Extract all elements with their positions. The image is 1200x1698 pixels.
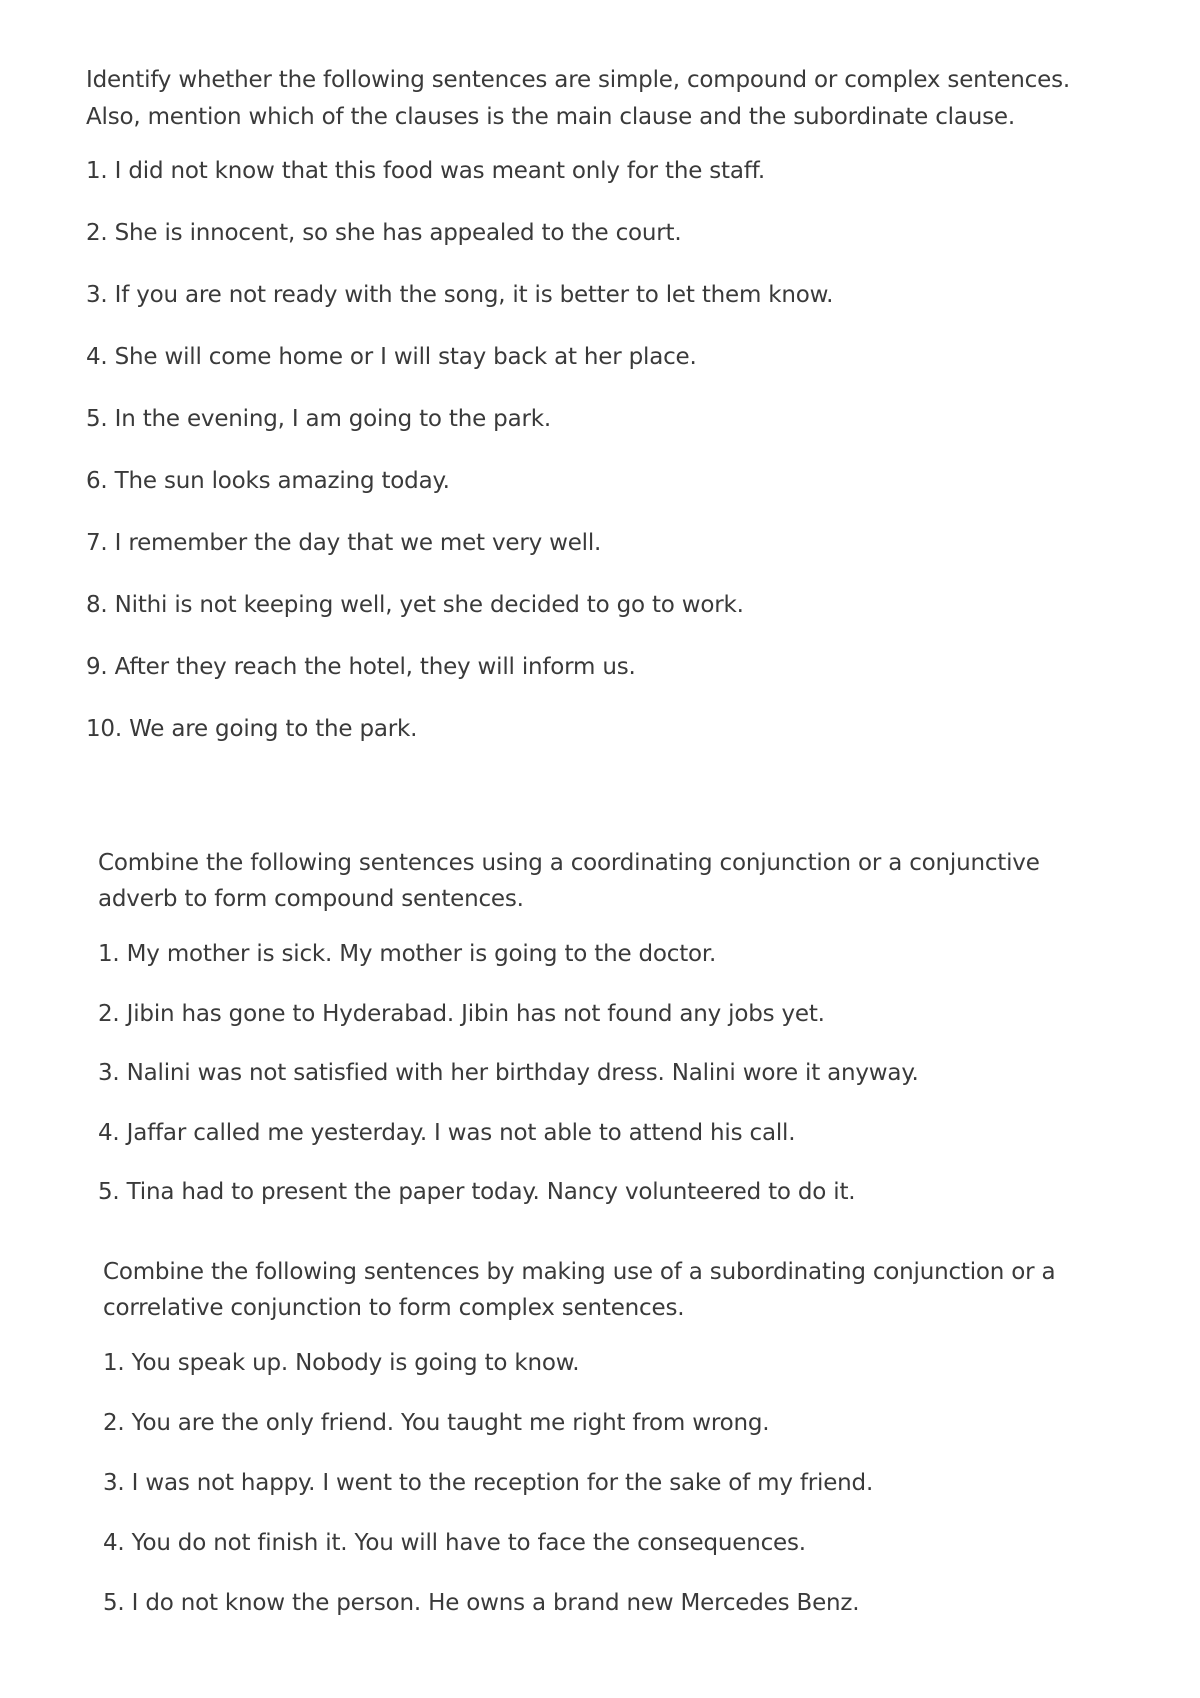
section-instruction: Identify whether the following sentences are simple, compound or complex sentences. Also, mention which of the clauses is the main clause and the subordinate clause. [86, 67, 1070, 130]
question-item: 9. After they reach the hotel, they will inform us. [86, 654, 636, 680]
question-item: 5. I do not know the person. He owns a brand new Mercedes Benz. [103, 1590, 860, 1616]
section-instruction: Combine the following sentences using a coordinating conjunction or a conjunctive adverb to form compound sentences. [98, 850, 1040, 912]
question-item: 7. I remember the day that we met very well. [86, 530, 602, 556]
question-item: 3. Nalini was not satisfied with her birthday dress. Nalini wore it anyway. [98, 1060, 919, 1086]
question-item: 4. Jaffar called me yesterday. I was not able to attend his call. [98, 1119, 796, 1146]
question-item: 10. We are going to the park. [86, 716, 418, 742]
question-item: 2. She is innocent, so she has appealed to the court. [86, 220, 682, 246]
question-list [98, 939, 1120, 1237]
question-item: 1. My mother is sick. My mother is going to the doctor. [98, 941, 717, 967]
question-item: 5. In the evening, I am going to the park. [86, 406, 551, 432]
question-list [103, 1348, 1120, 1648]
question-item: 1. I did not know that this food was meant only for the staff. [86, 158, 766, 184]
question-item: 6. The sun looks amazing today. [86, 468, 450, 494]
section-instruction: Combine the following sentences by making use of a subordinating conjunction or a correlative conjunction to form complex sentences. [103, 1259, 1056, 1321]
question-item: 3. I was not happy. I went to the reception for the sake of my friend. [103, 1470, 874, 1496]
exercise-section-identify [86, 62, 1120, 776]
question-item: 2. Jibin has gone to Hyderabad. Jibin has not found any jobs yet. [98, 1000, 825, 1027]
question-item: 4. She will come home or I will stay back at her place. [86, 344, 697, 370]
question-item: 1. You speak up. Nobody is going to know. [103, 1350, 580, 1376]
question-list [86, 156, 1120, 776]
question-item: 8. Nithi is not keeping well, yet she decided to go to work. [86, 592, 744, 618]
question-item: 5. Tina had to present the paper today. Nancy volunteered to do it. [98, 1179, 856, 1205]
question-item: 2. You are the only friend. You taught me right from wrong. [103, 1410, 770, 1436]
exercise-section-compound [98, 845, 1120, 1237]
question-item: 3. If you are not ready with the song, it is better to let them know. [86, 282, 834, 308]
exercise-section-complex [103, 1254, 1120, 1648]
question-item: 4. You do not finish it. You will have to face the consequences. [103, 1530, 806, 1556]
